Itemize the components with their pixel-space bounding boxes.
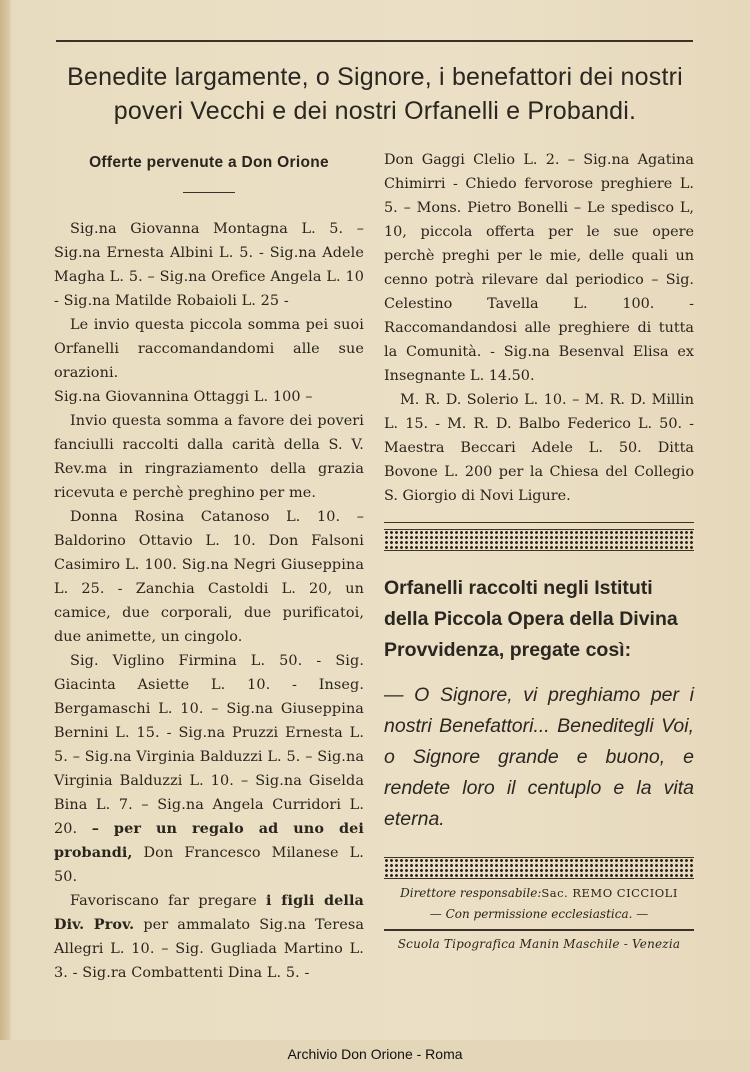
printer-line: Scuola Tipografica Manin Maschile - Venezia xyxy=(397,937,681,951)
page-headline: Benedite largamente, o Signore, i benefattori dei nostri poveri Vecchi e dei nostri Orfanelli e Probandi. xyxy=(67,63,683,125)
prayer-heading: Orfanelli raccolti negli Istituti della Piccola Opera della Divina Provvidenza, pregate così: xyxy=(384,577,678,661)
offer-bold-text: – per un regalo ad uno dei probandi, xyxy=(54,820,364,861)
left-column xyxy=(54,150,364,985)
dotted-ornament-band xyxy=(384,857,694,879)
director-name: Sac. REMO CICCIOLI xyxy=(541,886,678,900)
right-column xyxy=(384,148,694,951)
section-rule xyxy=(384,522,694,523)
offer-text: per ammalato Sig.na Teresa Allegri L. 10. – Sig. Gugliada Martino L. 3. - Sig.ra Combattenti Dina L. 5. - xyxy=(54,917,364,981)
offer-paragraph: Don Gaggi Clelio L. 2. – Sig.na Agatina Chimirri - Chiedo fervorose preghiere L. 5. – Mons. Pietro Bonelli – Le spedisco L, 10, piccola offerta per le sue opere perchè preghi per le mie, delle quali un cenno potrà rilevare dal periodico – Sig. Celestino Tavella L. 100. - Raccomandandosi alle preghiere di tutta la Comunità. - Sig.na Besenval Elisa ex Insegnante L. 14.50. xyxy=(384,152,694,384)
credits-block xyxy=(384,883,694,925)
offer-paragraph xyxy=(54,889,364,985)
archive-footer: Archivio Don Orione - Roma xyxy=(287,1046,463,1062)
offer-paragraph xyxy=(54,649,364,889)
offer-paragraph: Sig.na Giovanna Montagna L. 5. – Sig.na Ernesta Albini L. 5. - Sig.na Adele Magha L. 5. – Sig.na Orefice Angela L. 10 - Sig.na Matilde Robaioli L. 25 - xyxy=(54,221,364,309)
offer-paragraph: Sig.na Giovannina Ottaggi L. 100 – xyxy=(54,389,313,405)
permission-text: — Con permissione ecclesiastica. — xyxy=(429,907,649,921)
offer-paragraph: Le invio questa piccola somma pei suoi Orfanelli raccomandandomi alle sue orazioni. xyxy=(54,317,364,381)
offers-title: Offerte pervenute a Don Orione xyxy=(89,154,329,171)
prayer-text: — O Signore, vi preghiamo per i nostri Benefattori... Beneditegli Voi, o Signore grande e buono, e rendete loro il centuplo e la vita eterna. xyxy=(384,684,694,830)
offer-text: Don Francesco Milanese L. 50. xyxy=(54,845,364,885)
credits-rule xyxy=(384,929,694,931)
offer-text: Favoriscano far pregare xyxy=(70,893,257,909)
offer-paragraph: M. R. D. Solerio L. 10. – M. R. D. Millin L. 15. - M. R. D. Balbo Federico L. 50. - Maestra Beccari Adele L. 50. Ditta Bovone L. 200 per la Chiesa del Collegio S. Giorgio di Novi Ligure. xyxy=(384,392,694,504)
offer-text: Sig. Viglino Firmina L. 50. - Sig. Giacinta Asiette L. 10. - Inseg. Bergamaschi L. 10. – Sig.na Giuseppina Bernini L. 15. - Sig.na Pruzzi Ernesta L. 5. – Sig.na Virginia Balduzzi L. 5. – Sig.na Virginia Balduzzi L. 10. – Sig.na Giselda Bina L. 7. – Sig.na Angela Curridori L. 20. xyxy=(54,653,364,837)
director-label: Direttore responsabile: xyxy=(400,886,542,900)
page-spine-shadow xyxy=(0,0,10,1040)
top-rule xyxy=(56,40,693,42)
dotted-ornament-band xyxy=(384,529,694,551)
offer-paragraph: Donna Rosina Catanoso L. 10. – Baldorino Ottavio L. 10. Don Falsoni Casimiro L. 100. Sig.na Negri Giuseppina L. 25. - Zanchia Castoldi L. 20, un camice, due corporali, due purificatoi, due animette, un cingolo. xyxy=(54,509,364,645)
title-rule xyxy=(183,192,235,193)
offer-bold-text: i figli della Div. Prov. xyxy=(54,892,364,933)
offer-paragraph: Invio questa somma a favore dei poveri fanciulli raccolti dalla carità della S. V. Rev.ma in ringraziamento della grazia ricevuta e perchè preghino per me. xyxy=(54,413,364,501)
